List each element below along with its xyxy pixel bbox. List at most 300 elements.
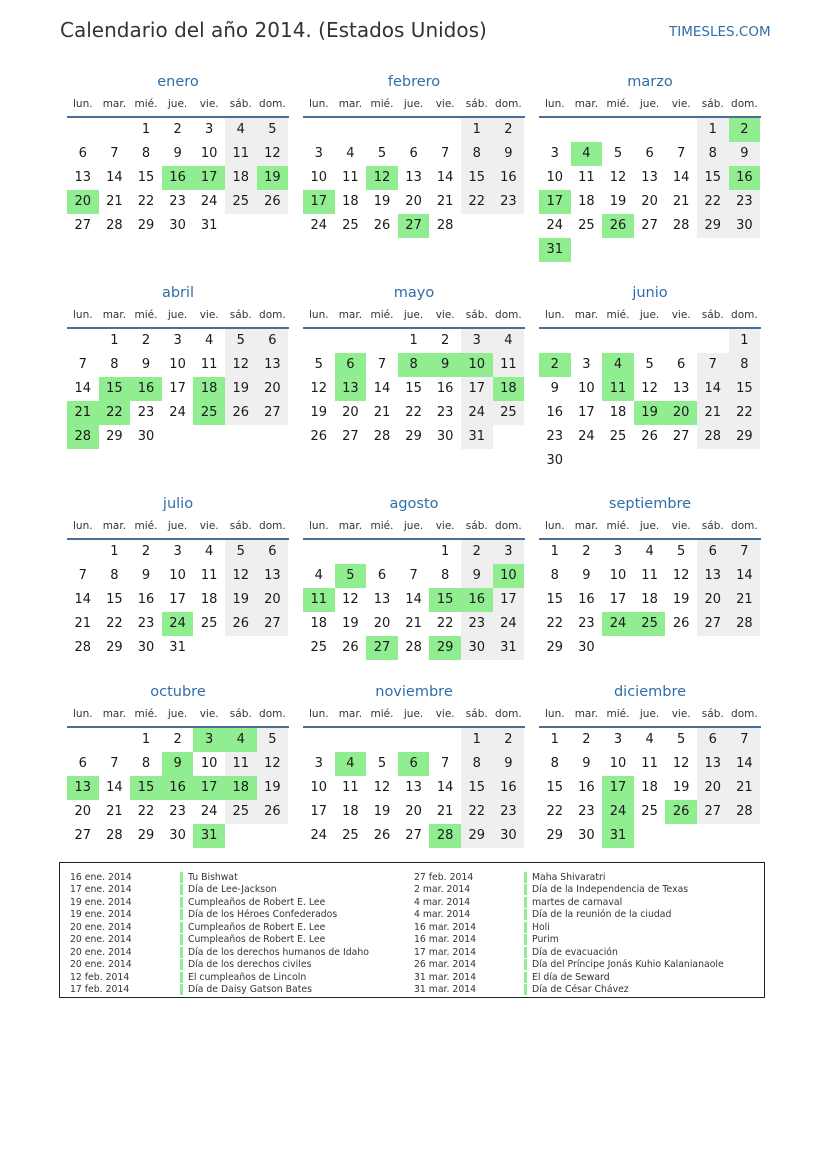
holiday-day-cell: 17	[539, 190, 571, 214]
day-cell: 29	[405, 429, 422, 444]
day-cell: 13	[257, 353, 289, 377]
page-title: Calendario del año 2014. (Estados Unidos)	[60, 18, 487, 42]
holiday-day-cell: 2	[539, 353, 571, 377]
empty-cell	[665, 238, 697, 262]
weekday-label: sáb.	[229, 309, 252, 321]
weekday-label: mié.	[134, 98, 158, 110]
day-cell: 4	[205, 333, 214, 348]
holiday-day-cell: 11	[602, 377, 634, 401]
holiday-day-cell: 12	[366, 166, 398, 190]
week-row	[539, 377, 761, 401]
day-cell: 16	[436, 381, 454, 396]
holiday-day-cell: 29	[429, 636, 461, 660]
day-cell: 5	[377, 756, 387, 771]
weekday-label: sáb.	[229, 708, 252, 720]
day-cell: 28	[729, 612, 761, 636]
week-row	[539, 588, 761, 612]
empty-cell	[571, 449, 603, 473]
day-cell: 17	[169, 381, 186, 396]
day-cell: 10	[169, 568, 186, 583]
empty-cell	[461, 214, 493, 238]
day-cell: 12	[342, 592, 359, 607]
day-cell: 26	[225, 612, 257, 636]
holiday-day-cell: 26	[665, 800, 697, 824]
site-link[interactable]: TIMESLES.COM	[669, 24, 771, 40]
legend-entry	[414, 984, 724, 997]
day-cell: 12	[310, 381, 328, 396]
legend-marker	[180, 897, 183, 908]
day-cell: 6	[257, 540, 289, 564]
empty-cell	[634, 449, 666, 473]
day-cell: 5	[314, 357, 323, 372]
weekday-label: dom.	[495, 98, 522, 110]
holiday-day-cell: 24	[602, 612, 634, 636]
day-cell: 21	[74, 616, 92, 631]
week-row	[303, 728, 525, 752]
legend-marker	[180, 872, 183, 883]
day-cell: 5	[257, 118, 289, 142]
day-cell: 18	[310, 616, 328, 631]
day-cell: 23	[546, 429, 564, 444]
weekday-label: mié.	[606, 708, 630, 720]
day-cell: 17	[169, 592, 186, 607]
day-cell: 25	[342, 218, 359, 233]
day-cell: 12	[609, 170, 627, 185]
week-row	[303, 190, 525, 214]
empty-cell	[303, 118, 335, 142]
holiday-day-cell: 20	[67, 190, 99, 214]
weekday-label: lun.	[309, 309, 329, 321]
day-cell: 10	[546, 170, 564, 185]
day-cell: 9	[493, 752, 525, 776]
legend-holiday-name: El día de Seward	[532, 971, 610, 983]
day-cell: 3	[205, 122, 214, 137]
empty-cell	[634, 824, 666, 848]
month-abril	[67, 283, 289, 449]
day-cell: 14	[74, 381, 92, 396]
day-cell: 27	[257, 612, 289, 636]
week-row	[303, 612, 525, 636]
weekday-label: jue.	[403, 309, 424, 321]
day-cell: 6	[677, 357, 686, 372]
legend-entry	[70, 946, 369, 959]
day-cell: 20	[373, 616, 391, 631]
weekday-label: vie.	[671, 708, 691, 720]
weekday-label: vie.	[671, 309, 691, 321]
weekday-label: lun.	[545, 98, 565, 110]
week-row	[539, 800, 761, 824]
weekday-label: sáb.	[465, 520, 488, 532]
holiday-day-cell: 17	[602, 776, 634, 800]
day-cell: 21	[373, 405, 391, 420]
week-row	[67, 824, 289, 848]
week-row	[303, 142, 525, 166]
weekday-header	[67, 305, 289, 329]
day-cell: 20	[257, 377, 289, 401]
empty-cell	[634, 118, 666, 142]
weekday-label: sáb.	[465, 309, 488, 321]
empty-cell	[665, 118, 697, 142]
legend-holiday-name: Holi	[532, 921, 550, 933]
week-row	[67, 588, 289, 612]
legend-date: 16 ene. 2014	[70, 871, 132, 883]
legend-date: 31 mar. 2014	[414, 971, 477, 983]
day-cell: 21	[405, 616, 422, 631]
week-row	[67, 353, 289, 377]
day-cell: 28	[672, 218, 690, 233]
day-cell: 30	[729, 214, 761, 238]
weekday-label: mié.	[134, 708, 158, 720]
empty-cell	[99, 728, 131, 752]
day-cell: 4	[645, 732, 654, 747]
legend-holiday-name: Día de evacuación	[532, 946, 618, 958]
day-cell: 26	[373, 828, 391, 843]
weekday-label: vie.	[199, 520, 219, 532]
legend-entry	[70, 921, 369, 934]
day-cell: 8	[550, 568, 559, 583]
holiday-day-cell: 22	[99, 401, 131, 425]
day-cell: 1	[110, 333, 119, 348]
empty-cell	[729, 449, 761, 473]
weekday-header	[67, 516, 289, 540]
day-cell: 15	[405, 381, 422, 396]
day-cell: 13	[641, 170, 658, 185]
day-cell: 3	[314, 756, 323, 771]
weekday-label: jue.	[403, 98, 424, 110]
legend-date: 4 mar. 2014	[414, 896, 471, 908]
legend-holiday-name: Purim	[532, 934, 559, 946]
day-cell: 15	[546, 780, 564, 795]
day-cell: 9	[582, 756, 591, 771]
weekday-label: mié.	[134, 309, 158, 321]
holiday-day-cell: 31	[539, 238, 571, 262]
day-cell: 26	[373, 218, 391, 233]
week-row	[303, 588, 525, 612]
holiday-day-cell: 10	[461, 353, 493, 377]
day-cell: 31	[493, 636, 525, 660]
day-cell: 26	[257, 800, 289, 824]
day-cell: 10	[200, 146, 218, 161]
day-cell: 8	[441, 568, 450, 583]
day-cell: 1	[461, 728, 493, 752]
day-cell: 31	[169, 640, 186, 655]
day-cell: 4	[645, 544, 654, 559]
legend-holiday-name: Día de la reunión de la ciudad	[532, 909, 672, 921]
day-cell: 4	[346, 146, 355, 161]
day-cell: 20	[405, 804, 422, 819]
weekday-label: sáb.	[701, 98, 724, 110]
day-cell: 10	[578, 381, 595, 396]
empty-cell	[634, 238, 666, 262]
legend-marker	[524, 959, 527, 970]
empty-cell	[697, 449, 729, 473]
day-cell: 27	[74, 218, 92, 233]
week-row	[539, 728, 761, 752]
day-cell: 4	[493, 329, 525, 353]
empty-cell	[429, 118, 461, 142]
holiday-day-cell: 9	[429, 353, 461, 377]
day-cell: 6	[697, 728, 729, 752]
month-name: julio	[162, 496, 194, 512]
week-row	[539, 353, 761, 377]
weekday-label: mar.	[338, 98, 363, 110]
legend-entry	[414, 909, 724, 922]
day-cell: 30	[546, 453, 564, 468]
legend-marker	[524, 897, 527, 908]
empty-cell	[303, 329, 335, 353]
legend-holiday-name: Día de los derechos civiles	[188, 959, 312, 971]
day-cell: 1	[441, 544, 450, 559]
day-cell: 6	[409, 146, 418, 161]
week-row	[303, 329, 525, 353]
day-cell: 22	[697, 190, 729, 214]
holiday-day-cell: 15	[429, 588, 461, 612]
day-cell: 27	[74, 828, 92, 843]
day-cell: 25	[641, 804, 658, 819]
holiday-day-cell: 3	[193, 728, 225, 752]
week-row	[303, 166, 525, 190]
day-cell: 11	[342, 170, 359, 185]
legend-date: 27 feb. 2014	[414, 871, 474, 883]
empty-cell	[634, 636, 666, 660]
day-cell: 12	[641, 381, 658, 396]
weekday-label: vie.	[671, 98, 691, 110]
day-cell: 10	[609, 756, 627, 771]
day-cell: 22	[106, 616, 123, 631]
weekday-label: mar.	[338, 520, 363, 532]
day-cell: 28	[106, 828, 123, 843]
week-row	[539, 118, 761, 142]
holiday-day-cell: 18	[225, 776, 257, 800]
day-cell: 15	[461, 166, 493, 190]
week-row	[303, 214, 525, 238]
day-cell: 27	[257, 401, 289, 425]
day-cell: 22	[461, 800, 493, 824]
weekday-header	[539, 305, 761, 329]
legend-entry	[70, 909, 369, 922]
week-row	[67, 214, 289, 238]
day-cell: 30	[578, 640, 595, 655]
day-cell: 22	[137, 804, 155, 819]
week-row	[539, 190, 761, 214]
day-cell: 7	[377, 357, 387, 372]
day-cell: 14	[672, 170, 690, 185]
weekday-label: lun.	[73, 520, 93, 532]
weekday-label: dom.	[259, 520, 286, 532]
day-cell: 26	[641, 429, 658, 444]
day-cell: 16	[578, 780, 595, 795]
day-cell: 23	[436, 405, 454, 420]
weekday-label: mié.	[370, 309, 394, 321]
day-cell: 11	[200, 357, 218, 372]
day-cell: 24	[546, 218, 564, 233]
day-cell: 31	[461, 425, 493, 449]
holiday-day-cell: 6	[335, 353, 367, 377]
legend-entry	[70, 971, 369, 984]
weekday-label: sáb.	[701, 309, 724, 321]
holiday-day-cell: 17	[303, 190, 335, 214]
week-row	[539, 564, 761, 588]
week-row	[539, 636, 761, 660]
weekday-label: jue.	[167, 708, 188, 720]
legend-column-left	[70, 871, 369, 996]
month-febrero	[303, 72, 525, 238]
day-cell: 5	[677, 544, 686, 559]
day-cell: 2	[173, 122, 182, 137]
week-row	[67, 142, 289, 166]
holiday-day-cell: 13	[67, 776, 99, 800]
holiday-day-cell: 10	[493, 564, 525, 588]
weekday-label: vie.	[435, 309, 455, 321]
empty-cell	[335, 728, 367, 752]
day-cell: 11	[641, 568, 658, 583]
week-row	[67, 612, 289, 636]
day-cell: 13	[257, 564, 289, 588]
day-cell: 7	[78, 568, 87, 583]
day-cell: 10	[609, 568, 627, 583]
day-cell: 5	[257, 728, 289, 752]
day-cell: 14	[729, 564, 761, 588]
day-cell: 8	[141, 146, 151, 161]
legend-marker	[180, 984, 183, 995]
weekday-label: lun.	[73, 309, 93, 321]
empty-cell	[665, 329, 697, 353]
day-cell: 26	[257, 190, 289, 214]
day-cell: 11	[342, 780, 359, 795]
holiday-day-cell: 15	[130, 776, 162, 800]
month-septiembre	[539, 494, 761, 660]
day-cell: 26	[342, 640, 359, 655]
day-cell: 6	[78, 146, 87, 161]
empty-cell	[366, 540, 398, 564]
legend-date: 26 mar. 2014	[414, 959, 477, 971]
legend-marker	[180, 972, 183, 983]
legend-holiday-name: Día de Lee-Jackson	[188, 884, 277, 896]
day-cell: 13	[405, 780, 422, 795]
day-cell: 24	[310, 218, 328, 233]
day-cell: 11	[225, 752, 257, 776]
day-cell: 21	[106, 194, 123, 209]
legend-holiday-name: Cumpleaños de Robert E. Lee	[188, 896, 326, 908]
day-cell: 9	[141, 357, 151, 372]
day-cell: 16	[546, 405, 564, 420]
empty-cell	[193, 636, 225, 660]
weekday-label: lun.	[309, 98, 329, 110]
holiday-day-cell: 21	[67, 401, 99, 425]
day-cell: 19	[225, 377, 257, 401]
day-cell: 29	[546, 640, 564, 655]
legend-date: 20 ene. 2014	[70, 934, 132, 946]
day-cell: 21	[729, 588, 761, 612]
empty-cell	[697, 329, 729, 353]
day-cell: 6	[78, 756, 87, 771]
holiday-day-cell: 4	[225, 728, 257, 752]
day-cell: 23	[578, 804, 595, 819]
day-cell: 16	[493, 776, 525, 800]
week-row	[67, 540, 289, 564]
day-cell: 14	[729, 752, 761, 776]
month-name: enero	[157, 74, 199, 90]
month-mayo	[303, 283, 525, 449]
week-row	[67, 166, 289, 190]
day-cell: 2	[441, 333, 450, 348]
day-cell: 1	[550, 732, 559, 747]
week-row	[539, 142, 761, 166]
weekday-label: sáb.	[701, 708, 724, 720]
empty-cell	[162, 425, 194, 449]
week-row	[539, 776, 761, 800]
weekday-label: mar.	[574, 98, 599, 110]
holiday-day-cell: 19	[634, 401, 666, 425]
weekday-label: dom.	[259, 309, 286, 321]
weekday-label: mar.	[338, 309, 363, 321]
day-cell: 16	[137, 592, 155, 607]
day-cell: 1	[409, 333, 418, 348]
day-cell: 25	[493, 401, 525, 425]
week-row	[303, 425, 525, 449]
legend-entry	[70, 984, 369, 997]
day-cell: 11	[225, 142, 257, 166]
legend-marker	[524, 947, 527, 958]
day-cell: 7	[677, 146, 686, 161]
legend-entry	[70, 934, 369, 947]
weekday-label: mar.	[102, 309, 127, 321]
weekday-header	[539, 94, 761, 118]
weekday-label: dom.	[259, 708, 286, 720]
month-name: marzo	[627, 74, 673, 90]
day-cell: 27	[672, 429, 690, 444]
empty-cell	[602, 238, 634, 262]
day-cell: 22	[436, 616, 454, 631]
day-cell: 15	[729, 377, 761, 401]
month-diciembre	[539, 682, 761, 848]
day-cell: 8	[110, 357, 119, 372]
holiday-day-cell: 31	[602, 824, 634, 848]
day-cell: 20	[697, 776, 729, 800]
weekday-label: jue.	[639, 98, 660, 110]
day-cell: 30	[169, 218, 186, 233]
holiday-day-cell: 13	[335, 377, 367, 401]
empty-cell	[257, 425, 289, 449]
legend-holiday-name: Maha Shivaratri	[532, 871, 606, 883]
day-cell: 8	[141, 756, 151, 771]
day-cell: 20	[697, 588, 729, 612]
week-row	[303, 564, 525, 588]
day-cell: 27	[405, 828, 422, 843]
day-cell: 13	[697, 752, 729, 776]
empty-cell	[67, 329, 99, 353]
legend-marker	[180, 959, 183, 970]
day-cell: 25	[225, 800, 257, 824]
day-cell: 14	[697, 377, 729, 401]
weekday-label: mar.	[574, 708, 599, 720]
holiday-day-cell: 19	[257, 166, 289, 190]
empty-cell	[665, 636, 697, 660]
week-row	[539, 401, 761, 425]
week-row	[303, 353, 525, 377]
day-cell: 5	[613, 146, 623, 161]
day-cell: 18	[342, 194, 359, 209]
day-cell: 18	[609, 405, 627, 420]
weekday-label: vie.	[435, 98, 455, 110]
day-cell: 19	[373, 804, 391, 819]
day-cell: 23	[169, 804, 186, 819]
weekday-label: mié.	[134, 520, 158, 532]
day-cell: 29	[137, 828, 155, 843]
day-cell: 24	[578, 429, 595, 444]
day-cell: 21	[697, 401, 729, 425]
holiday-day-cell: 15	[99, 377, 131, 401]
